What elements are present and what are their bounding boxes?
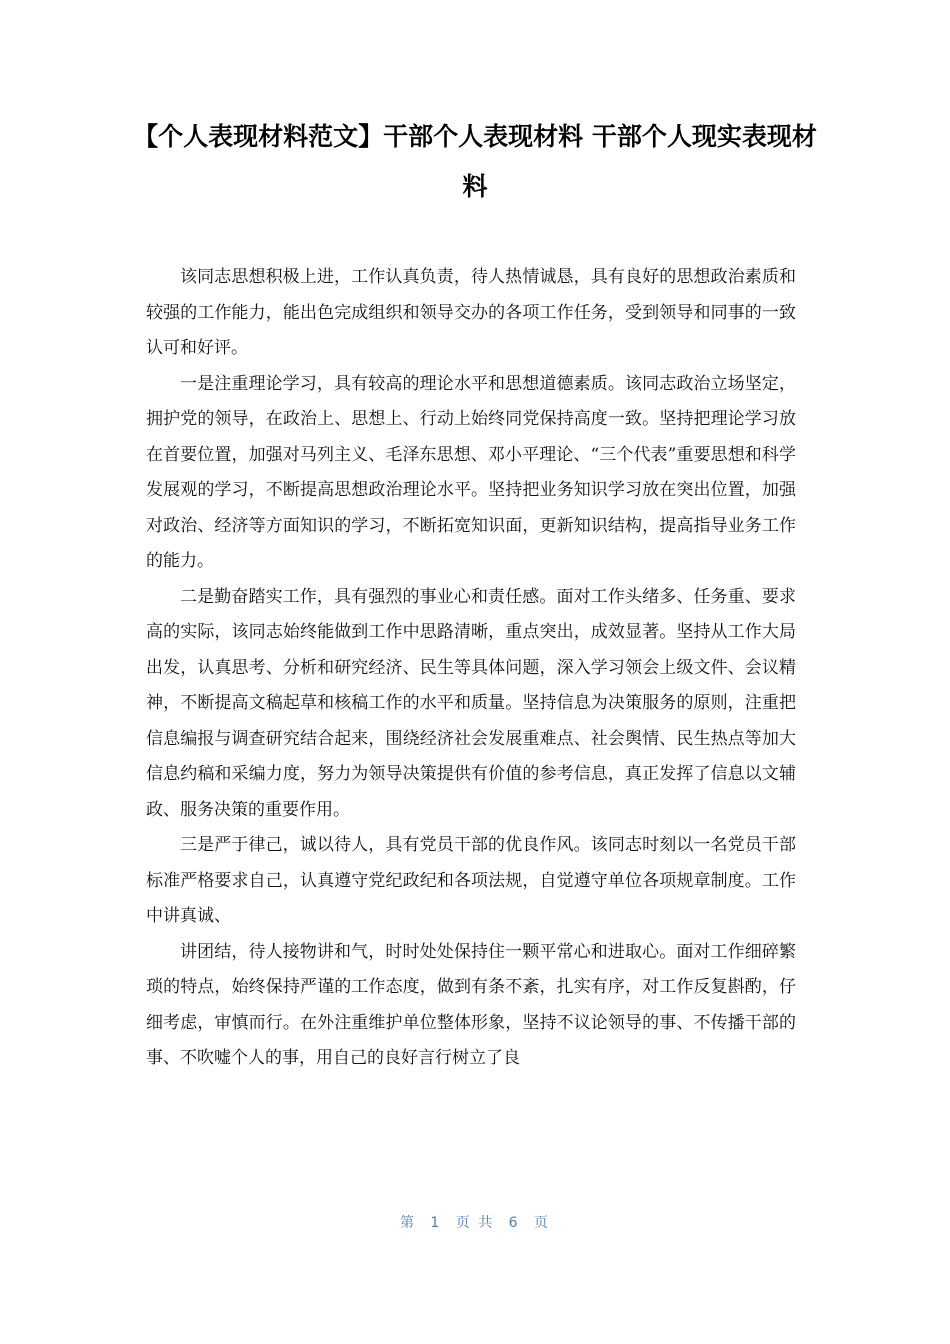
paragraph-diligent-work: 二是勤奋踏实工作，具有强烈的事业心和责任感。面对工作头绪多、任务重、要求高的实际，该同志始终能做到工作中思路清晰，重点突出，成效显著。坚持从工作大局出发，认真思考、分析和研究经济、民生等具体问题，深入学习领会上级文件、会议精神，不断提高文稿起草和核稿工作的水平和质量。坚持信息为决策服务的原则，注重把信息编报与调查研究结合起来，围绕经济社会发展重难点、社会舆情、民生热点等加大信息约稿和采编力度，努力为领导决策提供有价值的参考信息，真正发挥了信息以文辅政、服务决策的重要作用。: [146, 586, 796, 820]
document-title: 【个人表现材料范文】干部个人表现材料 干部个人现实表现材料: [133, 122, 817, 201]
footer-prefix: 第: [399, 1215, 416, 1231]
paragraph-unity: 讲团结，待人接物讲和气，时时处处保持住一颗平常心和进取心。面对工作细碎繁琐的特点，始终保持严谨的工作态度，做到有条不紊，扎实有序，对工作反复斟酌，仔细考虑，审慎而行。在外注重维护单位整体形象，坚持不议论领导的事、不传播干部的事、不吹嘘个人的事，用自己的良好言行树立了良: [146, 941, 796, 1068]
paragraph-self-discipline: 三是严于律己，诚以待人，具有党员干部的优良作风。该同志时刻以一名党员干部标准严格要求自己，认真遵守党纪政纪和各项法规，自觉遵守单位各项规章制度。工作中讲真诚、: [146, 835, 796, 926]
page-footer: [0, 1212, 950, 1232]
paragraph-theory-study: 一是注重理论学习，具有较高的理论水平和思想道德素质。该同志政治立场坚定，拥护党的领导，在政治上、思想上、行动上始终同党保持高度一致。坚持把理论学习放在首要位置，加强对马列主义、毛泽东思想、邓小平理论、“三个代表”重要思想和科学发展观的学习，不断提高思想政治理论水平。坚持把业务知识学习放在突出位置，加强对政治、经济等方面知识的学习，不断拓宽知识面，更新知识结构，提高指导业务工作的能力。: [146, 373, 796, 571]
paragraph-intro: 该同志思想积极上进，工作认真负责，待人热情诚恳，具有良好的思想政治素质和较强的工作能力，能出色完成组织和领导交办的各项工作任务，受到领导和同事的一致认可和好评。: [146, 267, 796, 358]
footer-suffix: 页: [534, 1215, 551, 1231]
footer-middle: 页 共: [455, 1215, 495, 1231]
footer-current-page: 1: [430, 1215, 442, 1231]
document-body: [146, 260, 796, 1077]
footer-total-pages: 6: [508, 1215, 520, 1231]
